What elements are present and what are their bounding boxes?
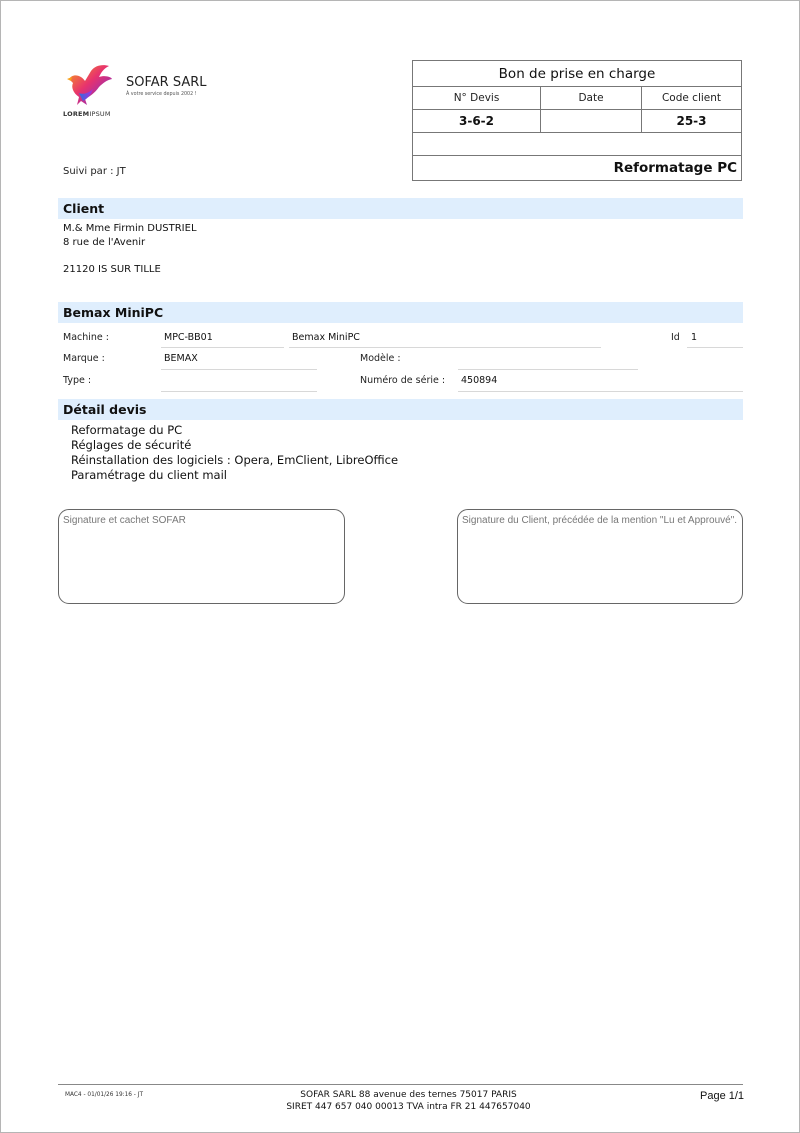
document-title: Bon de prise en charge: [498, 66, 656, 82]
client-address: 8 rue de l'Avenir: [63, 237, 146, 248]
marque-label: Marque :: [63, 353, 105, 364]
detail-line: Reformatage du PC: [71, 423, 183, 437]
document-header-box: [412, 60, 742, 181]
serie-value: 450894: [461, 375, 498, 386]
signature-box-sofar[interactable]: [58, 509, 345, 604]
col-header-devis: N° Devis: [413, 87, 541, 109]
machine-name: Bemax MiniPC: [292, 332, 360, 343]
footer-address: SOFAR SARL 88 avenue des ternes 75017 PARIS: [300, 1090, 517, 1100]
devis-date: [541, 110, 642, 132]
machine-name-underline: [289, 347, 601, 348]
detail-heading: Détail devis: [63, 402, 147, 417]
col-header-date: Date: [541, 87, 642, 109]
logo-text-bold: LOREM: [63, 110, 90, 118]
machine-code: MPC-BB01: [164, 332, 213, 343]
serie-label: Numéro de série :: [360, 375, 446, 386]
company-name: SOFAR SARL: [126, 75, 207, 90]
empty-row: [413, 133, 741, 156]
logo-caption: [63, 110, 111, 118]
suivi-par: Suivi par : JT: [63, 166, 126, 177]
id-underline: [687, 347, 743, 348]
machine-label: Machine :: [63, 332, 109, 343]
client-name: M.& Mme Firmin DUSTRIEL: [63, 223, 197, 234]
devis-number: 3-6-2: [413, 110, 541, 132]
type-label: Type :: [63, 375, 92, 386]
id-label: Id: [671, 332, 680, 343]
machine-section-bar: [58, 302, 743, 323]
col-header-code-client: Code client: [661, 92, 722, 104]
detail-line: Paramétrage du client mail: [71, 468, 227, 482]
client-heading: Client: [63, 201, 105, 216]
page-number: Page 1/1: [700, 1090, 745, 1102]
id-value: 1: [691, 332, 698, 343]
company-tagline: À votre service depuis 2002 !: [126, 92, 197, 97]
bird-logo-icon: [61, 63, 113, 107]
detail-line: Réglages de sécurité: [71, 438, 192, 452]
footer-meta: MAC4 - 01/01/26 19:16 - JT: [65, 1092, 143, 1098]
marque-underline: [161, 369, 317, 370]
modele-label: Modèle :: [360, 353, 401, 364]
machine-heading: Bemax MiniPC: [63, 305, 164, 320]
footer-legal: SIRET 447 657 040 00013 TVA intra FR 21 447657040: [286, 1102, 531, 1112]
signature-client-label: Signature du Client, précédée de la mention "Lu et Approuvé".: [462, 515, 738, 526]
logo-text-light: IPSUM: [89, 110, 111, 118]
type-underline: [161, 391, 317, 392]
client-code: 25-3: [676, 114, 707, 128]
client-section-bar: [58, 198, 743, 219]
serie-underline: [458, 391, 743, 392]
client-city: 21120 IS SUR TILLE: [63, 264, 161, 275]
marque-value: BEMAX: [164, 353, 198, 364]
detail-line: Réinstallation des logiciels : Opera, EmClient, LibreOffice: [71, 453, 399, 467]
service-title: Reformatage PC: [613, 160, 737, 176]
signature-box-client[interactable]: [457, 509, 743, 604]
detail-section-bar: [58, 399, 743, 420]
modele-underline: [458, 369, 638, 370]
footer-divider: [58, 1084, 743, 1085]
machine-code-underline: [161, 347, 284, 348]
footer-company-info: [251, 1089, 566, 1113]
signature-sofar-label: Signature et cachet SOFAR: [63, 515, 186, 526]
